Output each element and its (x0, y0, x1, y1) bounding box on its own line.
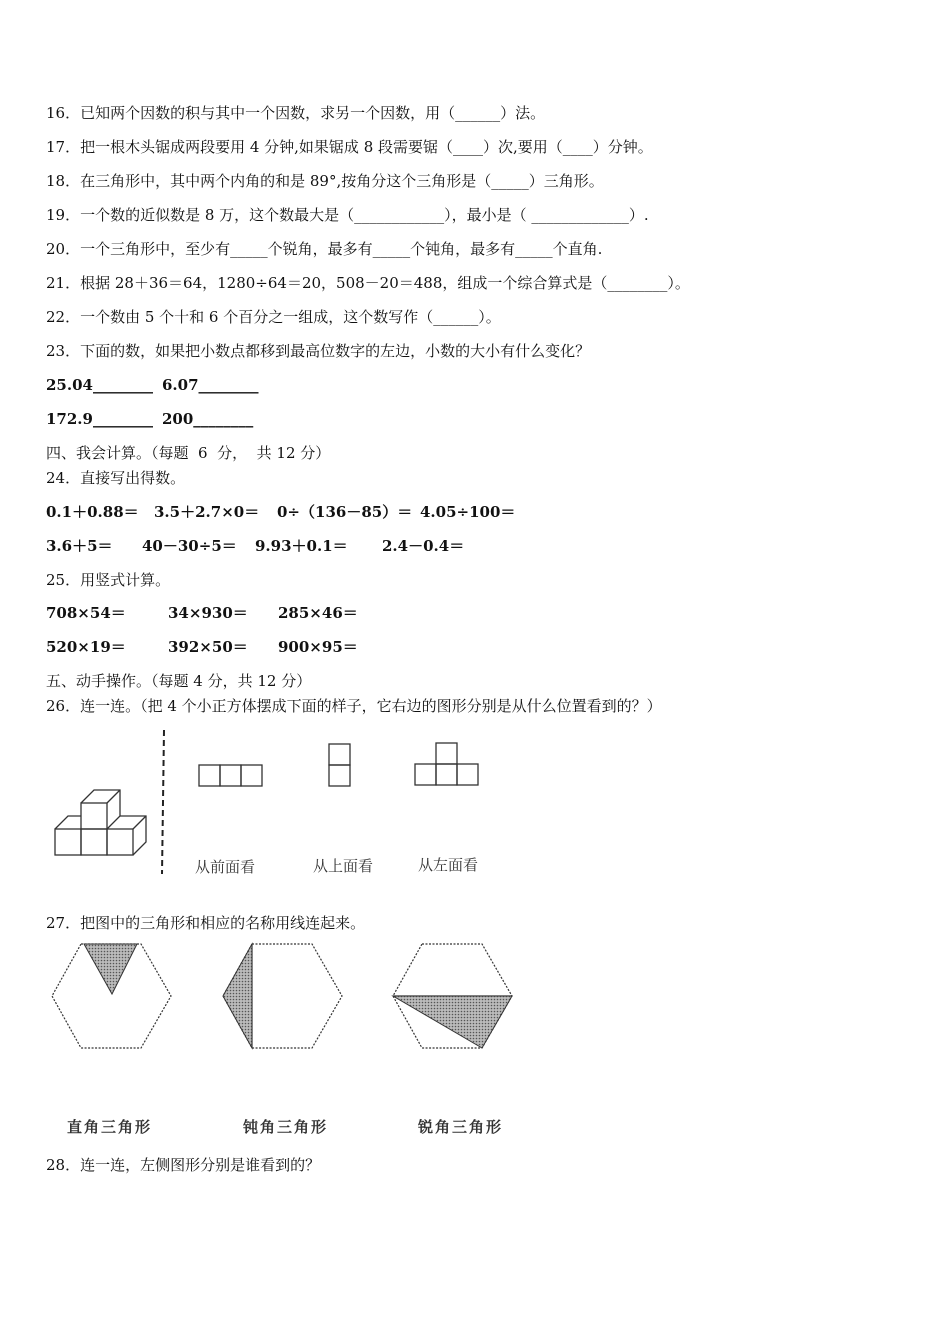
question-20: 20．一个三角形中，至少有_____个锐角，最多有_____个钝角，最多有_____个直角. (46, 240, 603, 258)
front-view-square (199, 765, 220, 786)
left-view-square (457, 764, 478, 785)
q24-item: 4.05÷100＝ (420, 503, 516, 521)
top-view-square (329, 744, 350, 765)
cube-bottom-mid (81, 829, 107, 855)
cube-bottom-right (107, 829, 133, 855)
label-obtuse-triangle: 钝角三角形 (243, 1118, 329, 1136)
question-27: 27．把图中的三角形和相应的名称用线连起来。 (46, 914, 366, 932)
q23-item: 172.9________ (46, 410, 153, 428)
q23-item: 6.07________ (162, 376, 259, 394)
cube-bottom-left (55, 829, 81, 855)
q24-item: 2.4－0.4＝ (382, 537, 465, 555)
question-21: 21．根据 28＋36＝64，1280÷64＝20，508－20＝488，组成一个综合算式是（________）。 (46, 274, 690, 292)
question-24: 24．直接写出得数。 (46, 469, 186, 487)
front-view-square (220, 765, 241, 786)
label-front-view: 从前面看 (195, 858, 256, 876)
q25-item: 392×50＝ (168, 638, 248, 656)
q23-item: 25.04________ (46, 376, 153, 394)
q25-item: 708×54＝ (46, 604, 126, 622)
question-28: 28．连一连，左侧图形分别是谁看到的？ (46, 1156, 321, 1174)
q25-item: 520×19＝ (46, 638, 126, 656)
label-top-view: 从上面看 (313, 857, 374, 875)
top-view-square (329, 765, 350, 786)
question-19: 19．一个数的近似数是 8 万，这个数最大是（____________），最小是（ _____________）. (46, 206, 649, 224)
question-17: 17．把一根木头锯成两段要用 4 分钟,如果锯成 8 段需要锯（____）次,要用（____）分钟。 (46, 138, 653, 156)
label-right-triangle: 直角三角形 (67, 1118, 153, 1136)
question-25: 25．用竖式计算。 (46, 571, 171, 589)
question-26: 26．连一连。（把 4 个小正方体摆成下面的样子，它右边的图形分别是从什么位置看到的？） (46, 697, 662, 715)
front-view-square (241, 765, 262, 786)
section-5-heading: 五、动手操作。（每题 4 分，共 12 分） (46, 672, 312, 690)
shaded-triangle-2 (223, 944, 252, 1048)
question-22: 22．一个数由 5 个十和 6 个百分之一组成，这个数写作（______）。 (46, 308, 501, 326)
q24-item: 0÷（136－85）＝ (277, 503, 413, 521)
q24-item: 3.5＋2.7×0＝ (154, 503, 260, 521)
section-4-heading: 四、我会计算。（每题 6 分， 共 12 分） (46, 444, 331, 462)
q24-item: 40－30÷5＝ (142, 537, 237, 555)
dashed-divider (162, 730, 164, 874)
q24-item: 0.1＋0.88＝ (46, 503, 139, 521)
left-view-square (436, 764, 457, 785)
q24-item: 3.6＋5＝ (46, 537, 113, 555)
label-left-view: 从左面看 (418, 856, 479, 874)
q25-item: 285×46＝ (278, 604, 358, 622)
q24-item: 9.93＋0.1＝ (255, 537, 348, 555)
cube-top-front (81, 803, 107, 829)
question-23: 23．下面的数，如果把小数点都移到最高位数字的左边，小数的大小有什么变化？ (46, 342, 591, 360)
question-18: 18．在三角形中，其中两个内角的和是 89°,按角分这个三角形是（_____）三角形。 (46, 172, 604, 190)
q25-item: 34×930＝ (168, 604, 248, 622)
left-view-square (415, 764, 436, 785)
left-view-square (436, 743, 457, 764)
question-16: 16．已知两个因数的积与其中一个因数，求另一个因数，用（______）法。 (46, 104, 546, 122)
label-acute-triangle: 锐角三角形 (418, 1118, 504, 1136)
hexagons-figure (46, 938, 526, 1058)
shaded-triangle-3 (393, 996, 512, 1048)
q23-item: 200________ (162, 410, 254, 428)
shaded-triangle-1 (84, 944, 137, 994)
q25-item: 900×95＝ (278, 638, 358, 656)
